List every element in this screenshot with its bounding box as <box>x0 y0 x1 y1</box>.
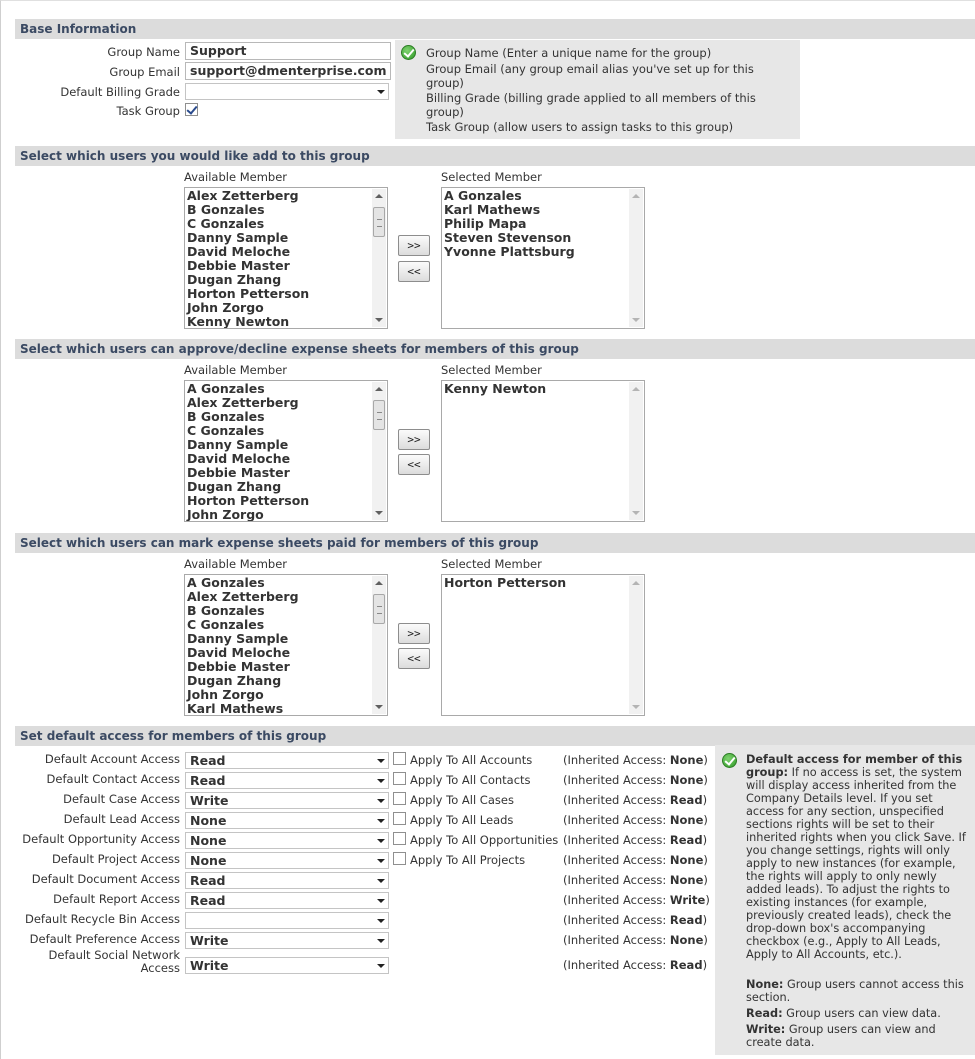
inherited-prefix: (Inherited Access: <box>563 958 670 972</box>
chevron-down-icon <box>377 759 385 763</box>
access-row-0-apply-checkbox[interactable] <box>393 752 406 765</box>
inherited-suffix: ) <box>702 833 708 847</box>
section-header-default-access: Set default access for members of this group <box>15 726 975 746</box>
list-item[interactable]: Dugan Zhang <box>187 479 282 494</box>
access-row-3-inherited <box>563 813 708 827</box>
chevron-down-icon <box>377 90 385 94</box>
help-line: group) <box>426 105 464 119</box>
selected-member-caption: Selected Member <box>441 557 542 571</box>
list-item[interactable]: Horton Petterson <box>187 493 310 508</box>
list-items <box>187 382 369 522</box>
chevron-down-icon <box>377 799 385 803</box>
inherited-prefix: (Inherited Access: <box>563 873 670 887</box>
chevron-down-icon <box>377 899 385 903</box>
inherited-value: Read <box>669 793 703 807</box>
read-help-title: Read: <box>746 1007 783 1020</box>
scroll-down-icon[interactable] <box>632 705 640 709</box>
access-row-0-inherited <box>563 753 708 767</box>
inherited-value: None <box>669 773 704 787</box>
access-row-2-select[interactable] <box>185 792 389 809</box>
list-item[interactable]: B Gonzales <box>187 409 265 424</box>
access-row-1-value: Read <box>190 773 226 788</box>
access-row-7-select[interactable] <box>185 892 389 909</box>
remove-payer-button[interactable]: << <box>398 648 430 669</box>
list-item[interactable]: A Gonzales <box>444 188 522 203</box>
available-member-caption: Available Member <box>184 363 288 377</box>
scroll-up-icon[interactable] <box>632 194 640 198</box>
access-row-9-label: Default Preference Access <box>29 932 180 946</box>
list-item[interactable]: Alex Zetterberg <box>187 395 299 410</box>
scroll-up-icon[interactable] <box>375 387 383 391</box>
none-help-text <box>746 978 966 1004</box>
access-row-9-inherited <box>563 933 708 947</box>
inherited-value: None <box>669 853 704 867</box>
list-item[interactable]: C Gonzales <box>187 423 265 438</box>
list-items <box>444 382 626 396</box>
inherited-value: Read <box>669 833 703 847</box>
access-row-8-inherited <box>563 913 707 927</box>
access-row-0-value: Read <box>190 753 226 768</box>
billing-grade-label: Default Billing Grade <box>60 85 180 99</box>
list-item[interactable]: Danny Sample <box>187 631 289 646</box>
access-row-1-apply-checkbox[interactable] <box>393 772 406 785</box>
list-item[interactable]: Kenny Newton <box>444 381 547 396</box>
access-row-4-select[interactable] <box>185 832 389 849</box>
scrollbar[interactable] <box>629 576 643 714</box>
list-item[interactable]: Steven Stevenson <box>444 230 572 245</box>
list-items <box>187 189 369 329</box>
available-member-caption: Available Member <box>184 170 288 184</box>
task-group-checkbox[interactable] <box>185 103 198 116</box>
scroll-down-icon[interactable] <box>375 705 383 709</box>
none-help-title: None: <box>746 978 784 991</box>
access-row-5-value: None <box>190 853 227 868</box>
list-item[interactable]: Horton Petterson <box>444 575 567 590</box>
list-item[interactable]: Karl Mathews <box>187 701 284 716</box>
payers-available-list[interactable] <box>184 574 388 716</box>
inherited-suffix: ) <box>702 913 708 927</box>
access-row-3-apply-label[interactable]: Apply To All Leads <box>410 813 514 827</box>
chevron-down-icon <box>377 879 385 883</box>
write-help-body: Group users can view and create data. <box>746 1023 936 1049</box>
access-row-2-apply-label[interactable]: Apply To All Cases <box>410 793 514 807</box>
access-row-4-apply-label[interactable]: Apply To All Opportunities <box>410 833 559 847</box>
base-info-help-panel <box>395 40 800 139</box>
inherited-prefix: (Inherited Access: <box>563 893 670 907</box>
add-payer-button[interactable]: >> <box>398 623 430 644</box>
list-item[interactable]: David Meloche <box>187 244 291 259</box>
inherited-value: Read <box>669 913 703 927</box>
access-row-10-value: Write <box>190 958 229 973</box>
access-row-8-label: Default Recycle Bin Access <box>25 912 180 926</box>
inherited-suffix: ) <box>702 958 708 972</box>
scrollbar[interactable] <box>629 382 643 520</box>
access-help-title: Default access for member of this group: <box>746 753 963 779</box>
access-row-6-select[interactable] <box>185 872 389 889</box>
read-help-text <box>746 1007 966 1020</box>
selected-member-caption: Selected Member <box>441 363 542 377</box>
list-item[interactable]: Philip Mapa <box>444 216 527 231</box>
inherited-value: Write <box>669 893 706 907</box>
scroll-down-icon[interactable] <box>375 318 383 322</box>
section-header-approvers: Select which users can approve/decline expense sheets for members of this group <box>15 339 975 359</box>
scrollbar[interactable] <box>372 382 386 520</box>
section-header-base-info: Base Information <box>15 19 975 39</box>
approvers-selected-list[interactable] <box>441 380 645 522</box>
inherited-prefix: (Inherited Access: <box>563 793 670 807</box>
access-row-3-label: Default Lead Access <box>63 812 180 826</box>
access-row-10-inherited <box>563 958 707 972</box>
access-row-0-select[interactable] <box>185 752 389 769</box>
inherited-prefix: (Inherited Access: <box>563 913 670 927</box>
chevron-down-icon <box>377 939 385 943</box>
access-row-4-value: None <box>190 833 227 848</box>
list-item[interactable]: B Gonzales <box>187 603 265 618</box>
access-row-4-label: Default Opportunity Access <box>22 832 180 846</box>
check-circle-icon <box>722 753 737 768</box>
scroll-up-icon[interactable] <box>375 194 383 198</box>
access-row-6-value: Read <box>190 873 226 888</box>
inherited-value: None <box>669 813 704 827</box>
list-items <box>187 576 369 716</box>
chevron-down-icon <box>377 919 385 923</box>
approvers-available-list[interactable] <box>184 380 388 522</box>
list-item[interactable]: Danny Sample <box>187 437 289 452</box>
access-row-7-value: Read <box>190 893 226 908</box>
access-row-1-label: Default Contact Access <box>46 772 180 786</box>
inherited-value: None <box>669 873 704 887</box>
access-row-6-inherited <box>563 873 708 887</box>
section-header-members: Select which users you would like add to this group <box>15 146 975 166</box>
inherited-value: Read <box>669 958 703 972</box>
inherited-suffix: ) <box>703 813 708 827</box>
scroll-down-icon[interactable] <box>375 511 383 515</box>
access-row-10-label: Default Social Network Access <box>48 948 180 975</box>
access-row-5-apply-checkbox[interactable] <box>393 852 406 865</box>
list-item[interactable]: A Gonzales <box>187 381 265 396</box>
list-item[interactable]: Alex Zetterberg <box>187 188 299 203</box>
scroll-thumb[interactable] <box>373 207 385 237</box>
list-items <box>444 576 626 590</box>
add-member-button[interactable]: >> <box>398 235 430 256</box>
access-row-10-select[interactable] <box>185 957 389 974</box>
access-row-1-select[interactable] <box>185 772 389 789</box>
list-item[interactable]: B Gonzales <box>187 202 265 217</box>
list-item[interactable]: Debbie Master <box>187 258 290 273</box>
scrollbar[interactable] <box>372 576 386 714</box>
access-row-4-apply-checkbox[interactable] <box>393 832 406 845</box>
list-item[interactable]: A Gonzales <box>187 575 265 590</box>
payers-selected-list[interactable] <box>441 574 645 716</box>
inherited-prefix: (Inherited Access: <box>563 773 670 787</box>
list-item[interactable]: Debbie Master <box>187 465 290 480</box>
access-row-5-select[interactable] <box>185 852 389 869</box>
scroll-up-icon[interactable] <box>632 387 640 391</box>
inherited-prefix: (Inherited Access: <box>563 933 670 947</box>
list-item[interactable]: Alex Zetterberg <box>187 589 299 604</box>
inherited-suffix: ) <box>705 893 710 907</box>
access-row-5-inherited <box>563 853 708 867</box>
inherited-suffix: ) <box>703 753 708 767</box>
list-item[interactable]: Danny Sample <box>187 230 289 245</box>
scroll-down-icon[interactable] <box>632 511 640 515</box>
scroll-up-icon[interactable] <box>632 581 640 585</box>
access-row-3-apply-checkbox[interactable] <box>393 812 406 825</box>
scroll-thumb[interactable] <box>373 594 385 624</box>
help-line: Group Email (any group email alias you've set up for this <box>426 62 754 76</box>
list-item[interactable]: John Zorgo <box>187 687 264 702</box>
check-circle-icon <box>401 45 416 60</box>
inherited-prefix: (Inherited Access: <box>563 853 670 867</box>
inherited-prefix: (Inherited Access: <box>563 813 670 827</box>
help-line: Billing Grade (billing grade applied to all members of this <box>426 91 756 105</box>
scrollbar[interactable] <box>629 189 643 327</box>
inherited-suffix: ) <box>703 933 708 947</box>
help-line: Task Group (allow users to assign tasks to this group) <box>426 120 734 134</box>
access-row-1-inherited <box>563 773 708 787</box>
inherited-suffix: ) <box>703 773 708 787</box>
access-row-9-value: Write <box>190 933 229 948</box>
list-item[interactable]: Dugan Zhang <box>187 272 282 287</box>
inherited-prefix: (Inherited Access: <box>563 753 670 767</box>
access-row-9-select[interactable] <box>185 932 389 949</box>
none-help-body: Group users cannot access this section. <box>746 978 964 1004</box>
access-row-8-select[interactable] <box>185 912 389 929</box>
list-item[interactable]: John Zorgo <box>187 507 264 522</box>
list-items <box>444 189 626 259</box>
write-help-title: Write: <box>746 1023 786 1036</box>
access-row-7-label: Default Report Access <box>53 892 180 906</box>
members-selected-list[interactable] <box>441 187 645 329</box>
chevron-down-icon <box>377 964 385 968</box>
list-item[interactable]: Yvonne Plattsburg <box>444 244 575 259</box>
help-line: Group Name (Enter a unique name for the group) <box>426 46 712 60</box>
access-row-7-inherited <box>563 893 710 907</box>
inherited-value: None <box>669 933 704 947</box>
access-row-5-label: Default Project Access <box>51 852 180 866</box>
access-help-text <box>746 753 966 961</box>
list-item[interactable]: C Gonzales <box>187 617 265 632</box>
access-row-3-select[interactable] <box>185 812 389 829</box>
scrollbar[interactable] <box>372 189 386 327</box>
list-item[interactable]: Dugan Zhang <box>187 673 282 688</box>
scroll-thumb[interactable] <box>373 400 385 430</box>
inherited-suffix: ) <box>702 793 708 807</box>
write-help-text <box>746 1023 966 1049</box>
access-row-2-inherited <box>563 793 707 807</box>
add-approver-button[interactable]: >> <box>398 429 430 450</box>
inherited-prefix: (Inherited Access: <box>563 833 670 847</box>
list-item[interactable]: C Gonzales <box>187 216 265 231</box>
list-item[interactable]: David Meloche <box>187 645 291 660</box>
access-help-body: If no access is set, the system will display access inherited from the Company Details level. If you set access for any section, unspecified sections rights will be set to their inherited rights when you click Save. If you change settings, rights will only apply to new instances (for example, the rights will apply to only newly added leads). To adjust the rights to existing instances (for example, previously created leads), check the drop-down box's accompanying checkbox (e.g., Apply to All Leads, Apply to All Accounts, etc.). <box>746 766 966 961</box>
access-row-0-label: Default Account Access <box>44 752 180 766</box>
group-name-input[interactable]: Support <box>185 42 391 60</box>
task-group-label: Task Group <box>116 104 180 118</box>
section-header-payers: Select which users can mark expense sheets paid for members of this group <box>15 533 975 553</box>
list-item[interactable]: John Zorgo <box>187 300 264 315</box>
access-row-6-label: Default Document Access <box>31 872 180 886</box>
chevron-down-icon <box>377 859 385 863</box>
access-row-2-label: Default Case Access <box>63 792 180 806</box>
access-row-2-value: Write <box>190 793 229 808</box>
chevron-down-icon <box>377 819 385 823</box>
access-row-3-value: None <box>190 813 227 828</box>
list-item[interactable]: Horton Petterson <box>187 286 310 301</box>
inherited-value: None <box>669 753 704 767</box>
group-name-label: Group Name <box>107 45 180 59</box>
read-help-body: Group users can view data. <box>782 1007 941 1020</box>
group-email-input[interactable]: support@dmenterprise.com <box>185 62 391 80</box>
list-item[interactable]: Debbie Master <box>187 659 290 674</box>
access-row-2-apply-checkbox[interactable] <box>393 792 406 805</box>
group-email-label: Group Email <box>109 65 180 79</box>
chevron-down-icon <box>377 779 385 783</box>
access-row-1-apply-label[interactable]: Apply To All Contacts <box>410 773 531 787</box>
remove-approver-button[interactable]: << <box>398 454 430 475</box>
inherited-suffix: ) <box>703 873 708 887</box>
list-item[interactable]: Kenny Newton <box>187 314 290 329</box>
members-available-list[interactable] <box>184 187 388 329</box>
access-row-0-apply-label[interactable]: Apply To All Accounts <box>410 753 533 767</box>
billing-grade-select[interactable] <box>185 83 389 100</box>
selected-member-caption: Selected Member <box>441 170 542 184</box>
chevron-down-icon <box>377 839 385 843</box>
remove-member-button[interactable]: << <box>398 261 430 282</box>
inherited-suffix: ) <box>703 853 708 867</box>
scroll-up-icon[interactable] <box>375 581 383 585</box>
access-row-5-apply-label[interactable]: Apply To All Projects <box>410 853 526 867</box>
help-line: group) <box>426 76 464 90</box>
scroll-down-icon[interactable] <box>632 318 640 322</box>
access-row-4-inherited <box>563 833 707 847</box>
available-member-caption: Available Member <box>184 557 288 571</box>
list-item[interactable]: David Meloche <box>187 451 291 466</box>
list-item[interactable]: Karl Mathews <box>444 202 541 217</box>
